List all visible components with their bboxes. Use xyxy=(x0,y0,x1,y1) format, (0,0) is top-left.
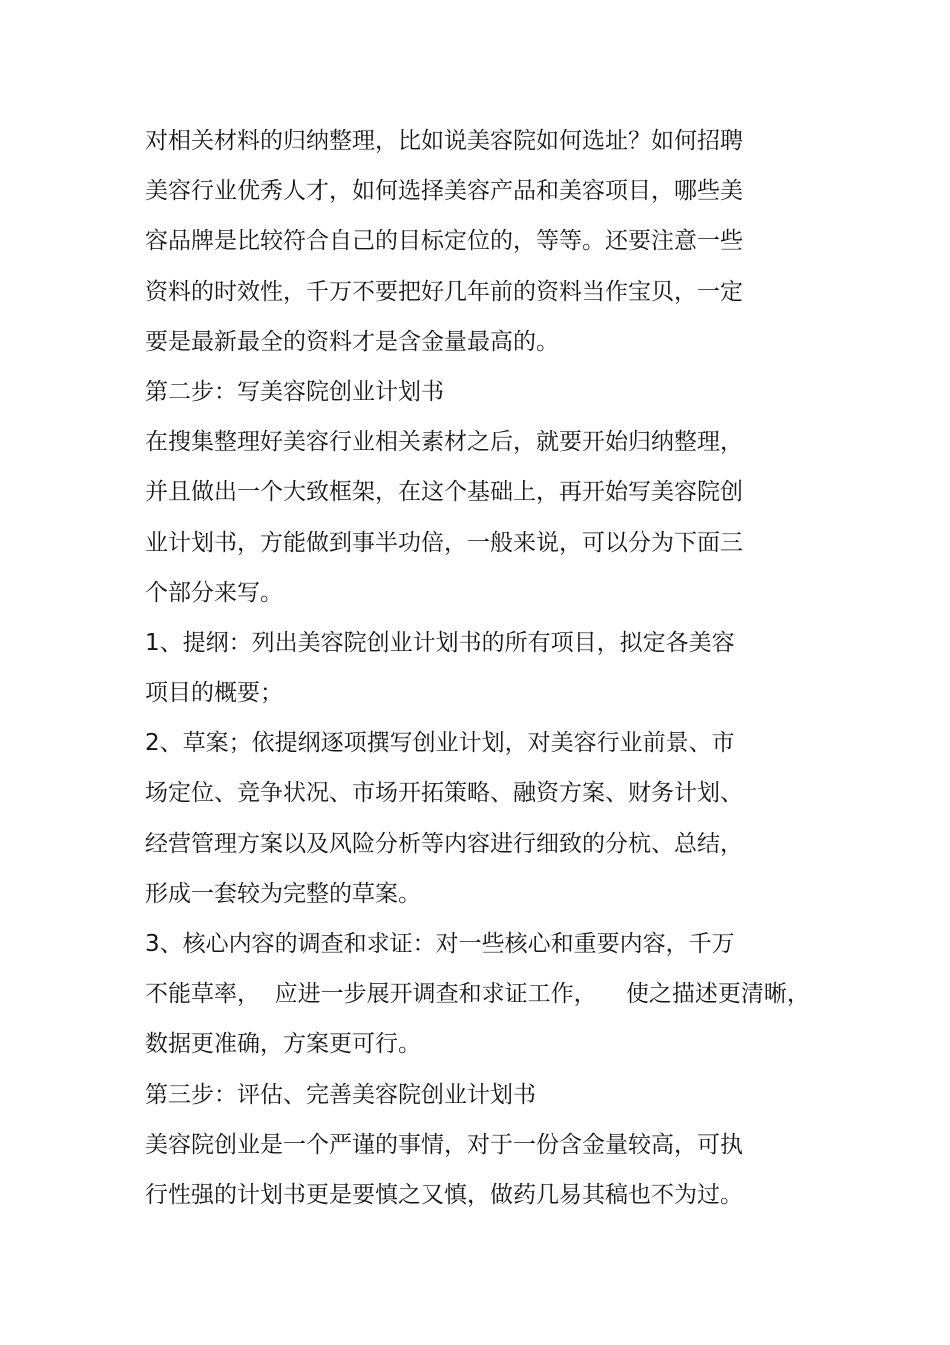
paragraph-line: 要是最新最全的资料才是含金量最高的。 xyxy=(145,328,559,355)
paragraph-line: 对相关材料的归纳整理，比如说美容院如何选址？如何招聘 xyxy=(145,128,743,154)
list-item-verification-cont: 不能草率， 应进一步展开调查和求证工作， 使之描述更清晰， xyxy=(145,981,810,1008)
list-item-outline: 1、提纲：列出美容院创业计划书的所有项目，拟定各美容 xyxy=(145,629,735,656)
section-heading-step-3: 第三步：评估、完善美容院创业计划书 xyxy=(145,1081,536,1108)
paragraph-line: 美容院创业是一个严谨的事情，对于一份含金量较高，可执 xyxy=(145,1131,743,1158)
paragraph-line: 并且做出一个大致框架，在这个基础上，再开始写美容院创 xyxy=(145,479,743,506)
list-item-draft-cont: 经营管理方案以及风险分析等内容进行细致的分杭、总结， xyxy=(145,830,743,857)
section-heading-step-2: 第二步：写美容院创业计划书 xyxy=(145,378,444,405)
paragraph-line: 资料的时效性，千万不要把好几年前的资料当作宝贝，一定 xyxy=(145,278,743,305)
list-item-draft-cont: 场定位、竞争状况、市场开拓策略、融资方案、财务计划、 xyxy=(145,780,743,807)
list-item-outline-cont: 项目的概要； xyxy=(145,680,283,707)
paragraph-line: 容品牌是比较符合自己的目标定位的，等等。还要注意一些 xyxy=(145,228,743,255)
list-item-draft-cont: 形成一套较为完整的草案。 xyxy=(145,880,421,907)
document-body xyxy=(145,116,810,1220)
paragraph-line: 个部分来写。 xyxy=(145,579,283,606)
paragraph-line: 在搜集整理好美容行业相关素材之后，就要开始归纳整理， xyxy=(145,429,743,456)
paragraph-line: 行性强的计划书更是要慎之又慎，做药几易其稿也不为过。 xyxy=(145,1181,743,1208)
paragraph-line: 业计划书，方能做到事半功倍，一般来说，可以分为下面三 xyxy=(145,529,743,556)
list-item-verification: 3、核心内容的调查和求证：对一些核心和重要内容，千万 xyxy=(145,931,735,957)
list-item-verification-cont: 数据更准确，方案更可行。 xyxy=(145,1031,421,1058)
paragraph-line: 美容行业优秀人才，如何选择美容产品和美容项目，哪些美 xyxy=(145,178,743,205)
list-item-draft: 2、草案；依提纲逐项撰写创业计划，对美容行业前景、市 xyxy=(145,730,735,757)
